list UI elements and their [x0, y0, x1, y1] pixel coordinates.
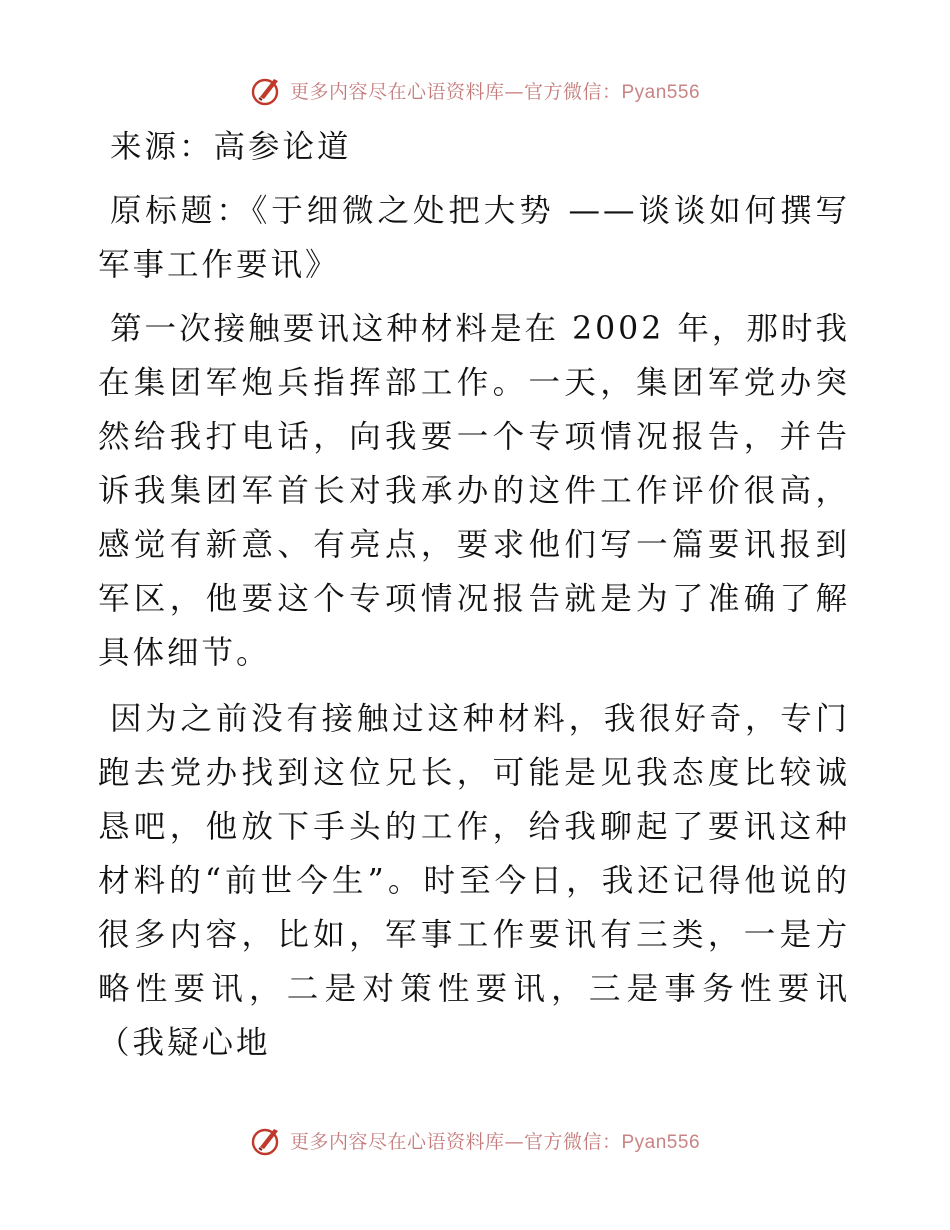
body-paragraph-1: 第一次接触要讯这种材料是在 2002 年，那时我在集团军炮兵指挥部工作。一天，集团军党办突然给我打电话，向我要一个专项情况报告，并告诉我集团军首长对我承办的这件工作评价很高，感觉有新意、有亮点，要求他们写一篇要讯报到军区，他要这个专项情况报告就是为了准确了解具体细节。 — [98, 311, 850, 671]
source-line: 来源：高参论道 — [110, 129, 352, 165]
watermark-text-cn: 更多内容尽在心语资料库—官方微信： — [289, 1130, 622, 1153]
watermark-wechat-id: Pyan556 — [621, 1131, 701, 1153]
body-paragraph-2: 因为之前没有接触过这种材料，我很好奇，专门跑去党办找到这位兄长，可能是见我态度比较诚恳吧，他放下手头的工作，给我聊起了要讯这种材料的“前世今生”。时至今日，我还记得他说的很多内容，比如，军事工作要讯有三类，一是方略性要讯，二是对策性要讯，三是事务性要讯（我疑心地 — [98, 701, 850, 1061]
document-body — [98, 120, 850, 1070]
quill-logo-icon — [250, 1123, 284, 1157]
footer-watermark — [0, 1120, 950, 1160]
watermark-text — [290, 77, 700, 104]
watermark-text — [290, 1127, 700, 1154]
original-title: 原标题：《于细微之处把大势 ——谈谈如何撰写军事工作要讯》 — [98, 193, 850, 283]
watermark-wechat-id: Pyan556 — [621, 81, 701, 103]
watermark-text-cn: 更多内容尽在心语资料库—官方微信： — [289, 80, 622, 103]
header-watermark — [0, 70, 950, 110]
quill-logo-icon — [250, 73, 284, 107]
